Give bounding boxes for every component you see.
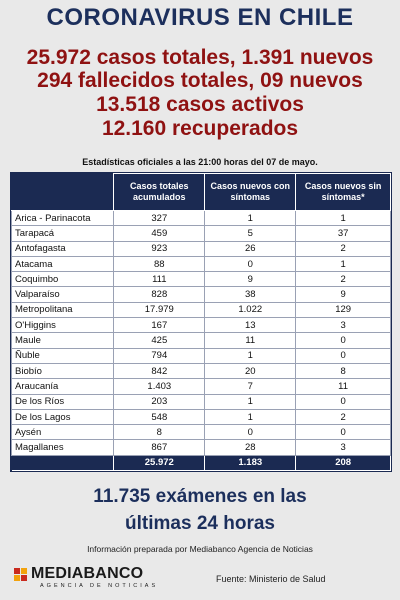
table-row	[12, 348, 391, 363]
total-value-cell: 208	[296, 455, 391, 470]
table-row	[12, 379, 391, 394]
total-value-cell: 1.183	[205, 455, 296, 470]
mediabanco-logo	[14, 566, 214, 592]
value-cell: 37	[296, 226, 391, 241]
value-cell: 11	[205, 333, 296, 348]
value-cell: 1.403	[114, 379, 205, 394]
value-cell: 2	[296, 272, 391, 287]
table-body	[12, 211, 391, 471]
table-total-row	[12, 455, 391, 470]
value-cell: 88	[114, 256, 205, 271]
logo-name: MEDIABANCO	[31, 565, 144, 582]
value-cell: 2	[296, 409, 391, 424]
exams-line-1: 11.735 exámenes en las	[93, 486, 307, 507]
value-cell: 425	[114, 333, 205, 348]
region-name-cell: De los Ríos	[12, 394, 114, 409]
region-name-cell: O'Higgins	[12, 318, 114, 333]
value-cell: 867	[114, 440, 205, 455]
value-cell: 9	[205, 272, 296, 287]
value-cell: 13	[205, 318, 296, 333]
value-cell: 0	[205, 256, 296, 271]
exams-stat	[0, 483, 400, 537]
value-cell: 8	[296, 363, 391, 378]
region-name-cell: Araucanía	[12, 379, 114, 394]
header-region	[12, 174, 114, 211]
table-header-row	[12, 174, 391, 211]
value-cell: 0	[296, 348, 391, 363]
table-row	[12, 333, 391, 348]
value-cell: 0	[296, 394, 391, 409]
region-name-cell: Coquimbo	[12, 272, 114, 287]
value-cell: 1.022	[205, 302, 296, 317]
region-name-cell: Atacama	[12, 256, 114, 271]
total-value-cell: 25.972	[114, 455, 205, 470]
region-name-cell: Metropolitana	[12, 302, 114, 317]
table-row	[12, 394, 391, 409]
source-note: Fuente: Ministerio de Salud	[216, 574, 326, 584]
value-cell: 26	[205, 241, 296, 256]
table-row	[12, 409, 391, 424]
region-name-cell: De los Lagos	[12, 409, 114, 424]
value-cell: 8	[114, 425, 205, 440]
mediabanco-logo-icon	[14, 568, 28, 582]
value-cell: 5	[205, 226, 296, 241]
value-cell: 38	[205, 287, 296, 302]
value-cell: 828	[114, 287, 205, 302]
value-cell: 459	[114, 226, 205, 241]
recovered-stat: 12.160 recuperados	[101, 117, 299, 140]
value-cell: 1	[205, 211, 296, 226]
value-cell: 1	[296, 211, 391, 226]
value-cell: 1	[205, 348, 296, 363]
region-name-cell: Maule	[12, 333, 114, 348]
page-title: CORONAVIRUS EN CHILE	[46, 4, 354, 31]
value-cell: 3	[296, 440, 391, 455]
region-name-cell: Ñuble	[12, 348, 114, 363]
region-name-cell: Tarapacá	[12, 226, 114, 241]
value-cell: 111	[114, 272, 205, 287]
value-cell: 203	[114, 394, 205, 409]
regions-table-container	[10, 172, 392, 472]
table-subtitle: Estadísticas oficiales a las 21:00 horas del 07 de mayo.	[82, 157, 318, 167]
value-cell: 1	[205, 409, 296, 424]
value-cell: 327	[114, 211, 205, 226]
region-name-cell: Antofagasta	[12, 241, 114, 256]
value-cell: 167	[114, 318, 205, 333]
region-name-cell: Magallanes	[12, 440, 114, 455]
table-row	[12, 226, 391, 241]
value-cell: 0	[296, 425, 391, 440]
region-name-cell: Arica - Parinacota	[12, 211, 114, 226]
value-cell: 842	[114, 363, 205, 378]
region-name-cell: Aysén	[12, 425, 114, 440]
region-name-cell: Valparaíso	[12, 287, 114, 302]
table-row	[12, 302, 391, 317]
logo-tagline: AGENCIA DE NOTICIAS	[40, 583, 159, 589]
value-cell: 548	[114, 409, 205, 424]
value-cell: 0	[296, 333, 391, 348]
table-row	[12, 287, 391, 302]
table-row	[12, 440, 391, 455]
value-cell: 11	[296, 379, 391, 394]
value-cell: 1	[296, 256, 391, 271]
exams-line-2: últimas 24 horas	[125, 513, 275, 534]
table-row	[12, 211, 391, 226]
deaths-stat: 294 fallecidos totales, 09 nuevos	[37, 69, 363, 92]
value-cell: 794	[114, 348, 205, 363]
value-cell: 2	[296, 241, 391, 256]
value-cell: 923	[114, 241, 205, 256]
header-new-asymptomatic: Casos nuevos sin síntomas*	[296, 174, 391, 211]
total-label-cell	[12, 455, 114, 470]
regions-table	[11, 173, 391, 471]
table-row	[12, 425, 391, 440]
table-row	[12, 363, 391, 378]
active-cases-stat: 13.518 casos activos	[96, 93, 304, 116]
table-row	[12, 272, 391, 287]
value-cell: 9	[296, 287, 391, 302]
value-cell: 129	[296, 302, 391, 317]
credit-note: Información preparada por Mediabanco Agencia de Noticias	[87, 544, 313, 554]
table-row	[12, 241, 391, 256]
region-name-cell: Biobío	[12, 363, 114, 378]
value-cell: 3	[296, 318, 391, 333]
value-cell: 17.979	[114, 302, 205, 317]
header-new-symptomatic: Casos nuevos con síntomas	[205, 174, 296, 211]
table-row	[12, 256, 391, 271]
total-cases-stat: 25.972 casos totales, 1.391 nuevos	[26, 46, 374, 69]
value-cell: 1	[205, 394, 296, 409]
value-cell: 28	[205, 440, 296, 455]
value-cell: 7	[205, 379, 296, 394]
value-cell: 0	[205, 425, 296, 440]
value-cell: 20	[205, 363, 296, 378]
table-row	[12, 318, 391, 333]
header-total-cases: Casos totales acumulados	[114, 174, 205, 211]
